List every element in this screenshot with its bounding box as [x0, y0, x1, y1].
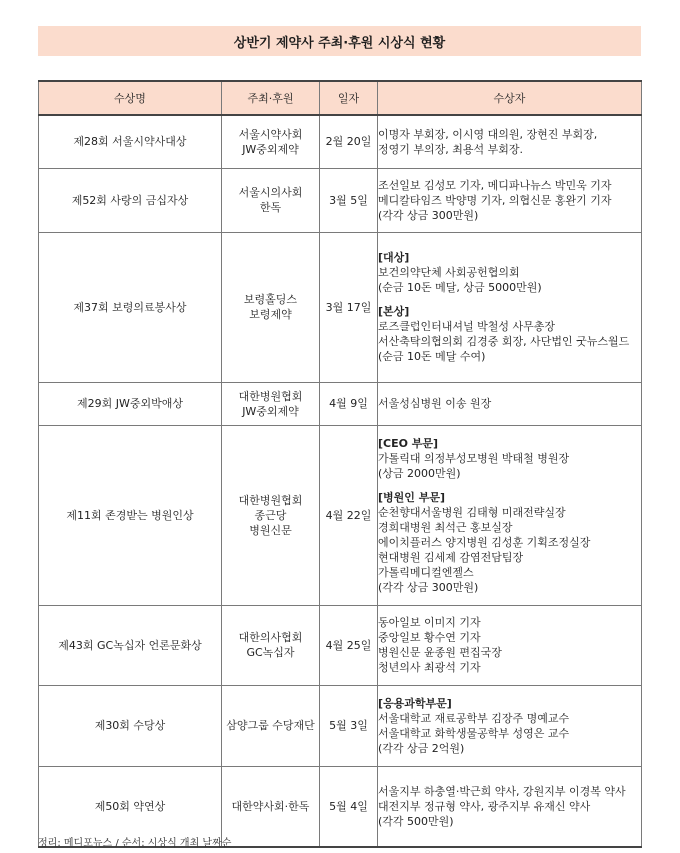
recipients-cell [378, 425, 642, 605]
recipient-line: (각각 500만원) [378, 814, 454, 828]
table-row [39, 605, 642, 685]
recipients-cell [378, 766, 642, 847]
date-cell: 2월 20일 [320, 115, 378, 168]
spacer [378, 295, 641, 304]
table-row [39, 115, 642, 168]
source-note: 정리: 메디포뉴스 / 순서: 시상식 개최 날짜순 [38, 838, 232, 849]
recipients-cell [378, 168, 642, 232]
header-award-name: 수상명 [39, 81, 222, 115]
table-body [39, 115, 642, 847]
recipient-line: 서울대학교 화학생물공학부 성영은 교수 [378, 726, 570, 740]
date-cell: 4월 25일 [320, 605, 378, 685]
date-cell: 3월 5일 [320, 168, 378, 232]
host-cell [222, 382, 320, 425]
recipient-category: [CEO 부문] [378, 436, 439, 450]
host-cell [222, 685, 320, 766]
recipient-line: 이명자 부회장, 이시영 대의원, 장현진 부회장, [378, 127, 598, 141]
recipient-line: 서울대학교 재료공학부 김장주 명예교수 [378, 711, 570, 725]
recipients-cell [378, 605, 642, 685]
recipient-category: [응용과학부문] [378, 696, 452, 710]
table-row [39, 425, 642, 605]
recipient-category: [본상] [378, 305, 410, 318]
host-line: 보령제약 [249, 308, 292, 321]
recipient-line: 서울지부 하충열·박근희 약사, 강원지부 이경복 약사 [378, 784, 626, 798]
host-line: 대한병원협회 [238, 493, 303, 507]
recipient-line: 서울성심병원 이송 원장 [378, 397, 492, 410]
header-date: 일자 [320, 81, 378, 115]
award-name-cell: 제11회 존경받는 병원인상 [39, 425, 222, 605]
date-cell: 4월 22일 [320, 425, 378, 605]
recipients-cell [378, 115, 642, 168]
table-row [39, 382, 642, 425]
recipient-line: (각각 상금 2억원) [378, 741, 465, 755]
recipient-line: 보건의약단체 사회공헌협의회 [378, 266, 520, 279]
host-line: 대한의사협회 [238, 631, 303, 644]
host-line: 서울시의사회 [238, 186, 303, 199]
recipient-line: 조선일보 김성모 기자, 메디파나뉴스 박민욱 기자 [378, 178, 612, 192]
award-name-cell: 제37회 보령의료봉사상 [39, 232, 222, 382]
host-cell [222, 168, 320, 232]
recipient-line: 가톨릭메디컬엔젤스 [378, 565, 474, 579]
recipient-line: (각각 상금 300만원) [378, 580, 479, 594]
award-name-cell: 제52회 사랑의 금십자상 [39, 168, 222, 232]
host-line: 병원신문 [249, 523, 292, 537]
host-cell [222, 232, 320, 382]
date-cell: 5월 3일 [320, 685, 378, 766]
host-line: GC녹십자 [246, 646, 295, 659]
host-line: 보령홀딩스 [243, 293, 298, 306]
recipient-line: 청년의사 최광석 기자 [378, 661, 481, 674]
host-cell [222, 115, 320, 168]
host-line: 서울시약사회 [238, 127, 303, 141]
date-cell: 4월 9일 [320, 382, 378, 425]
recipient-line: 메디칼타임즈 박양명 기자, 의협신문 홍완기 기자 [378, 193, 612, 207]
recipient-line: 서산축탁의협의회 김경중 회장, 사단법인 굿뉴스월드 [378, 335, 630, 348]
recipient-line: 대전지부 정규형 약사, 광주지부 유재신 약사 [378, 799, 591, 813]
award-name-cell: 제28회 서울시약사대상 [39, 115, 222, 168]
host-cell [222, 766, 320, 847]
host-line: JW중외제약 [242, 142, 299, 156]
recipient-line: 순천향대서울병원 김태형 미래전략실장 [378, 505, 566, 519]
recipient-category: [대상] [378, 251, 410, 264]
table-row [39, 685, 642, 766]
host-cell [222, 425, 320, 605]
host-line: 대한병원협회 [238, 389, 303, 403]
recipient-line: 경희대병원 최석근 홍보실장 [378, 520, 513, 534]
host-line: 삼양그룹 수당재단 [226, 719, 315, 732]
host-line: 종근당 [254, 508, 287, 522]
recipient-line: 병원신문 윤종원 편집국장 [378, 646, 502, 659]
page-title: 상반기 제약사 주최·후원 시상식 현황 [38, 26, 641, 56]
recipient-category: [병원인 부문] [378, 490, 446, 504]
table-header-row [39, 81, 642, 115]
recipient-line: (순금 10돈 메달 수여) [378, 350, 486, 363]
recipient-line: (순금 10돈 메달, 상금 5000만원) [378, 281, 542, 294]
recipient-line: 가톨릭대 의정부성모병원 박태철 병원장 [378, 451, 570, 465]
award-name-cell: 제29회 JW중외박애상 [39, 382, 222, 425]
table-row [39, 232, 642, 382]
date-cell: 3월 17일 [320, 232, 378, 382]
recipient-line: (상금 2000만원) [378, 466, 461, 480]
host-line: 한독 [259, 201, 282, 214]
recipient-line: 중앙일보 황수연 기자 [378, 631, 481, 644]
award-name-cell: 제50회 약연상 [39, 766, 222, 847]
recipients-cell [378, 382, 642, 425]
recipient-line: 정영기 부의장, 최용석 부회장. [378, 142, 523, 156]
host-line: JW중외제약 [242, 404, 299, 418]
host-line: 대한약사회·한독 [231, 799, 310, 813]
date-cell: 5월 4일 [320, 766, 378, 847]
award-name-cell: 제43회 GC녹십자 언론문화상 [39, 605, 222, 685]
header-recipients: 수상자 [378, 81, 642, 115]
awards-table [38, 80, 642, 848]
recipient-line: (각각 상금 300만원) [378, 208, 479, 222]
award-name-cell: 제30회 수당상 [39, 685, 222, 766]
table-row [39, 168, 642, 232]
recipient-line: 에이치플러스 양지병원 김성훈 기획조정실장 [378, 535, 591, 549]
spacer [378, 481, 641, 490]
recipients-cell [378, 232, 642, 382]
header-host: 주최·후원 [222, 81, 320, 115]
recipients-cell [378, 685, 642, 766]
host-cell [222, 605, 320, 685]
recipient-line: 동아일보 이미지 기자 [378, 616, 481, 629]
recipient-line: 현대병원 김세제 감염전담팀장 [378, 550, 524, 564]
recipient-line: 로즈클럽인터내셔널 박철성 사무총장 [378, 320, 556, 333]
